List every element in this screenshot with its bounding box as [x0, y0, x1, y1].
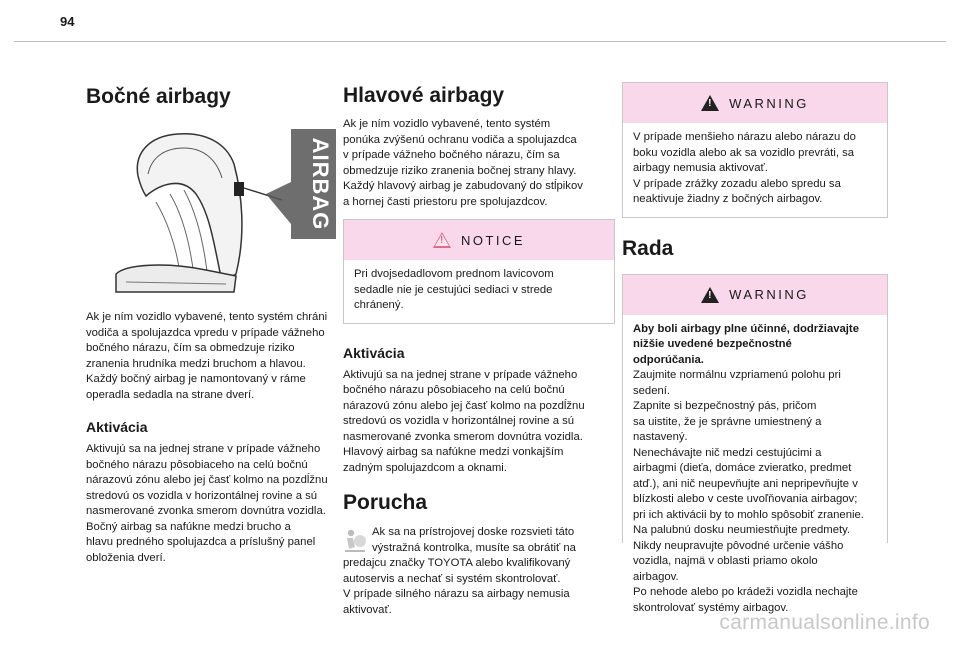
warning-2-bold: Aby boli airbagy plne účinné, dodržiavajte nižšie uvedené bezpečnostné odporúčania. [633, 322, 859, 366]
head-airbags-activation-text: Aktivujú sa na jednej strane v prípade vážneho bočného nárazu pôsobiaceho na celú bočnú nárazovú zónu alebo jej časť kolmo na pozdĺžnu stredovú os vozidla v horizontálnej rovine a sú nasmerované zvonka smerom dovnútra vozidla. Hlavový airbag sa nafúkne medzi vonkajším zadným spolujazdcom a oknami. [343, 368, 585, 474]
warning-2-text: Zaujmite normálnu vzpriamenú polohu pri sedení. Zapnite si bezpečnostný pás, pričom sa uistite, že je správne umiestnený a nastavený. Nenechávajte nič medzi cestujúcimi a airbagmi (dieťa, domáce zvieratko, predmet atď.), ani nič neupevňujte ani nepripevňujte v blízkosti alebo v ceste uvoľňovania airbagov; pri ich aktivácii by to mohlo spôsobiť zranenie. Na palubnú dosku neumiestňujte predmety. Nikdy neupravujte pôvodné určenie vášho vozidla, najmä v oblasti priamo okolo airbagov. Po nehode alebo po krádeži vozidla nechajte skontrolovať systémy airbagov. [633, 369, 864, 614]
column-side-airbags [86, 75, 338, 566]
column-warnings [622, 75, 888, 614]
seat-airbag-icon [86, 124, 338, 294]
warning-triangle-icon [701, 287, 719, 303]
notice-box [343, 219, 615, 324]
fault-text-rest: predajcu značky TOYOTA alebo kvalifikovaný autoservis a nechať si systém skontrolovať. V prípade silného nárazu sa airbagy nemusia aktivovať. [343, 557, 571, 616]
page-number: 94 [60, 14, 75, 29]
advice-title: Rada [622, 236, 674, 260]
warning-label-2: WARNING [729, 287, 809, 302]
fault-first-lines [343, 525, 615, 556]
head-airbags-title: Hlavové airbagy [343, 84, 505, 107]
notice-triangle-icon [433, 232, 451, 248]
watermark: carmanualsonline.info [719, 611, 930, 634]
header-rule [14, 41, 946, 42]
warning-1-text: V prípade menšieho nárazu alebo nárazu do boku vozidla alebo ak sa vozidlo prevráti, sa airbagy nemusia aktivovať. V prípade zrážky zozadu alebo spredu sa neaktivuje žiadny z bočných airbagov. [633, 131, 856, 205]
notice-header [344, 220, 614, 260]
side-airbags-title: Bočné airbagy [86, 85, 231, 108]
airbag-label: AIRBAG [308, 137, 333, 231]
warning-triangle-icon [701, 95, 719, 111]
warning-header-2 [623, 275, 887, 315]
warning-box-1 [622, 82, 888, 218]
head-airbags-intro: Ak je ním vozidlo vybavené, tento systém ponúka zvýšenú ochranu vodiča a spolujazdca v prípade vážneho bočného nárazu, čím sa obmedzuje riziko zranenia bočnej strany hlavy. Každý hlavový airbag je zabudovaný do stĺpikov a hornej časti priestoru pre spolujazdcov. [343, 118, 583, 208]
column-head-airbags [343, 75, 615, 618]
airbag-warning-lamp-icon [343, 527, 369, 553]
warning-box-2 [622, 274, 888, 614]
head-airbags-activation-title: Aktivácia [343, 344, 405, 361]
side-airbags-activation-title: Aktivácia [86, 419, 148, 435]
warning-header-1 [623, 83, 887, 123]
fault-title: Porucha [343, 491, 428, 514]
warning-label-1: WARNING [729, 95, 809, 111]
seat-illustration [86, 124, 338, 294]
fault-text-first: Ak sa na prístrojovej doske rozsvieti táto výstražná kontrolka, musíte sa obrátiť na [372, 526, 576, 554]
notice-text: Pri dvojsedadlovom prednom lavicovom sedadle nie je cestujúci sediaci v strede chránený. [354, 268, 554, 311]
side-airbags-intro: Ak je ním vozidlo vybavené, tento systém chráni vodiča a spolujazdca vpredu v prípade vážneho bočného nárazu, čím sa obmedzuje riziko zranenia hrudníka medzi bruchom a hlavou. Každý bočný airbag je namontovaný v ráme operadla sedadla na strane dverí. [86, 311, 328, 401]
notice-label: NOTICE [460, 232, 526, 248]
side-airbags-activation-text: Aktivujú sa na jednej strane v prípade vážneho bočného nárazu pôsobiaceho na celú bočnú nárazovú zónu alebo jej časť kolmo na pozdĺžnu stredovú os vozidla v horizontálnej rovine a sú nasmerované zvonka smerom dovnútra vozidla. Bočný airbag sa nafúkne medzi brucho a hlavu predného spolujazdca a príslušný panel obloženia dverí. [86, 443, 328, 564]
